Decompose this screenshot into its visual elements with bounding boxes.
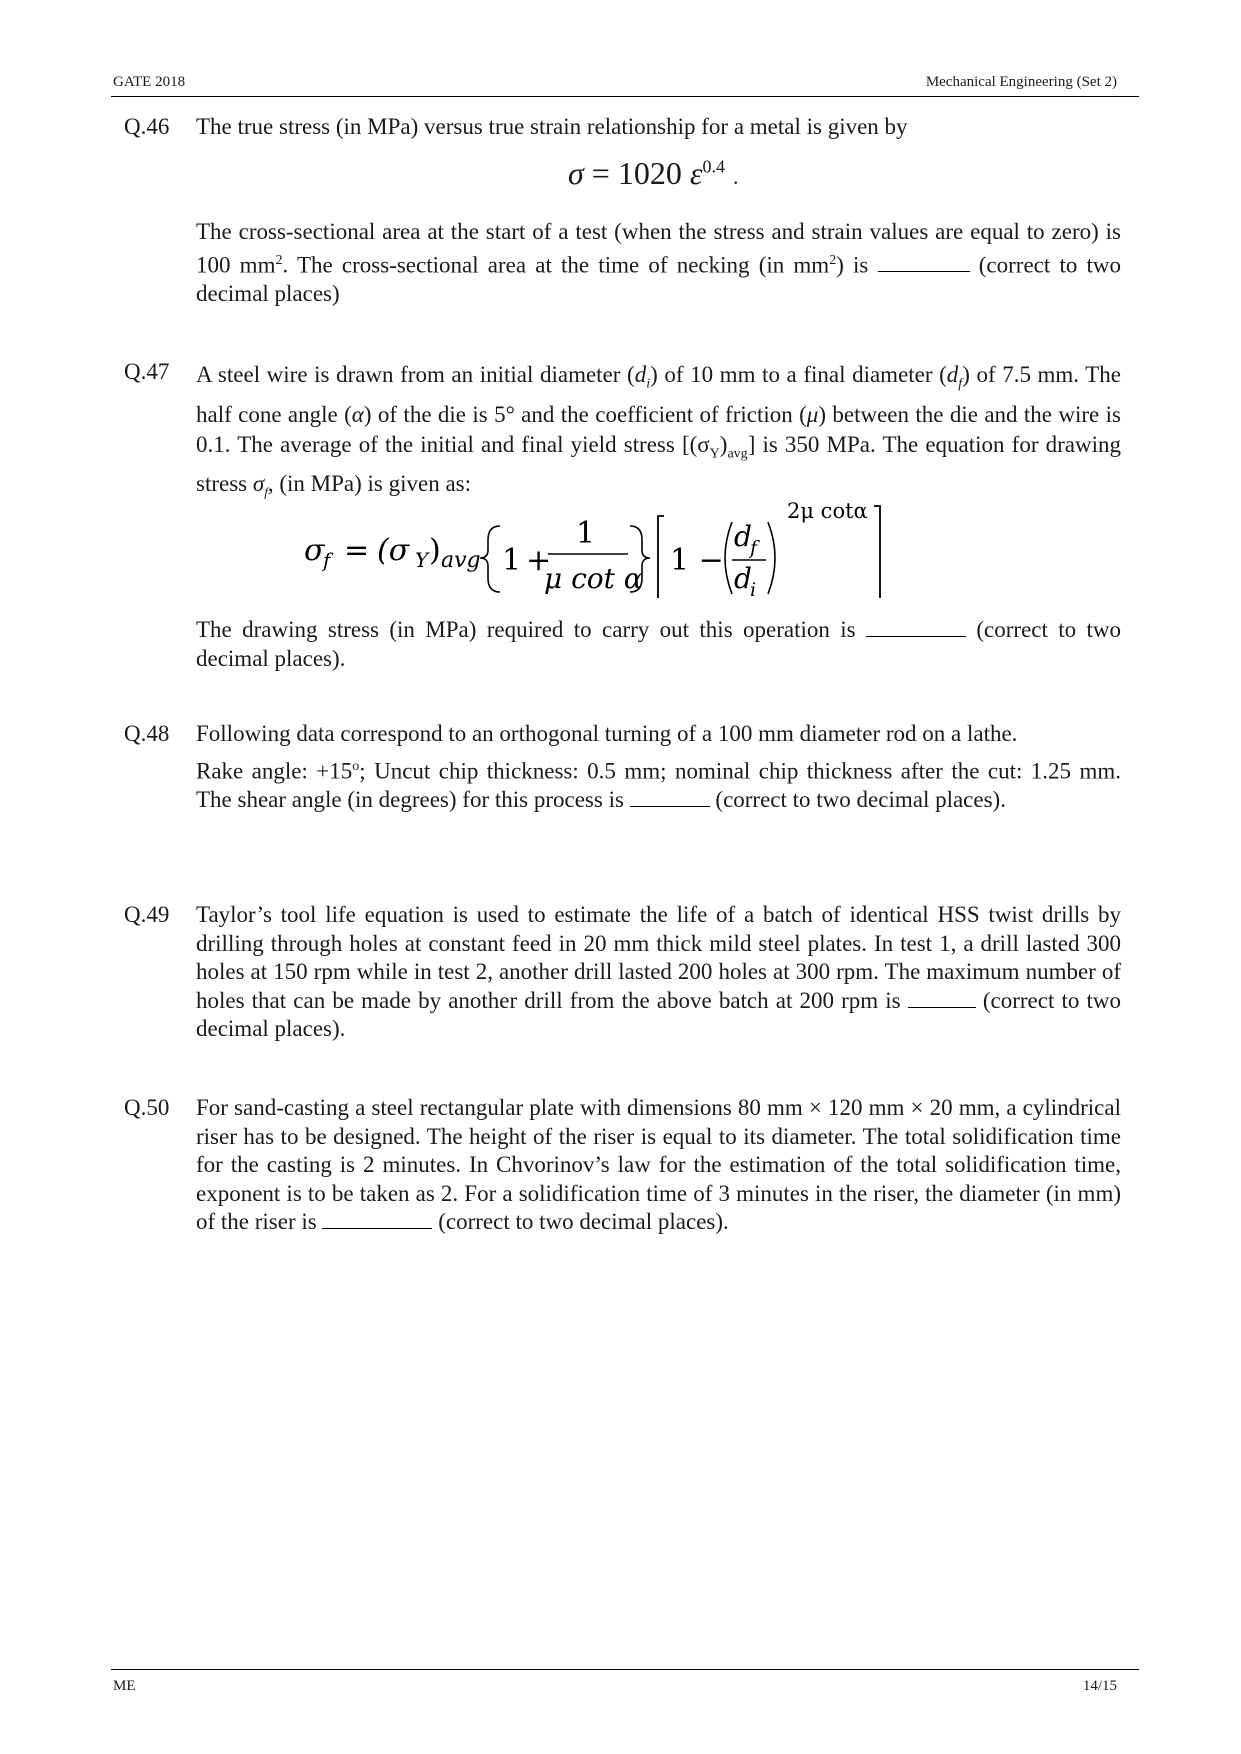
formula-equals: =: [344, 533, 370, 568]
text-correct: (correct to two decimal places).: [715, 786, 1006, 812]
formula-sigma-y-sub: Y: [415, 548, 429, 572]
left-paren: [725, 522, 732, 594]
var-d: d: [946, 362, 959, 387]
text-correct: (correct to two decimal places).: [196, 617, 1122, 671]
text-1: The cross-sectional area at the start of a test (when the stress and strain values are equal to zero) is 100 mm: [196, 219, 1121, 278]
text-5: ) between the die and the wire is 0.1. The average of the initial and final yield stress [(σ: [196, 401, 1121, 457]
question-number: Q.49: [124, 902, 170, 927]
text-5b: ): [719, 431, 728, 457]
var-d: d: [634, 362, 647, 387]
text-correct: (correct to two decimal places).: [438, 1209, 729, 1234]
text-3: ) is: [836, 252, 869, 278]
eq-epsilon: ε: [689, 155, 703, 191]
formula-avg: avg: [441, 548, 481, 573]
var-sigma-f: σ: [252, 471, 265, 497]
formula-di-sub: i: [750, 579, 757, 598]
var-mu: μ: [806, 401, 819, 427]
formula-one-minus: 1 −: [670, 543, 724, 578]
text-6: ] is 350 MPa. The equation for drawing stress: [196, 431, 1121, 497]
sub-i: i: [646, 376, 651, 392]
answer-blank[interactable]: [878, 251, 970, 272]
sub-y: Y: [709, 446, 720, 462]
question-number: Q.47: [124, 359, 170, 384]
question-text: [196, 113, 1121, 142]
text-4: ) of the die is 5° and the coefficient of friction (: [363, 401, 807, 427]
paper-code: ME: [113, 1678, 136, 1694]
text-line-1: Following data correspond to an orthogonal turning of a 100 mm diameter rod on a lathe.: [196, 721, 1018, 746]
stress-strain-equation: [568, 155, 738, 192]
drawing-stress-formula: [304, 488, 1024, 598]
question-text: [196, 720, 1121, 814]
formula-plus: +: [526, 543, 552, 578]
formula-lhs: σ: [304, 533, 325, 568]
question-text: [196, 901, 1121, 1044]
text-correct: (correct to two decimal places).: [196, 987, 1122, 1041]
text-drawing: The drawing stress (in MPa) required to carry out this operation is: [196, 617, 856, 642]
eq-equals: =: [591, 155, 610, 191]
text-body: For sand-casting a steel rectangular plate with dimensions 80 mm × 120 mm × 20 mm, a cylindrical riser has to be designed. The height of the riser is equal to its diameter. The total solidification time for the casting is 2 minutes. In Chvorinov’s law for the estimation of the total solidification time, exponent is to be taken as 2. For a solidification time of 3 minutes in the riser, the diameter (in mm) of the riser is: [196, 1095, 1121, 1234]
degree-sup: o: [352, 758, 360, 774]
formula-df: d: [734, 520, 752, 553]
formula-paren-close: ): [429, 533, 441, 568]
formula-di: d: [734, 562, 752, 595]
text-7: , (in MPa) is given as:: [267, 471, 471, 497]
eq-period: .: [732, 164, 739, 189]
formula-lhs-sub: f: [323, 548, 331, 572]
answer-blank[interactable]: [866, 616, 966, 637]
text-1: A steel wire is drawn from an initial diameter (: [196, 362, 635, 387]
question-paragraph: [196, 616, 1121, 673]
sub-f: f: [958, 376, 963, 392]
question-number: Q.50: [124, 1095, 170, 1120]
formula-one: 1: [502, 543, 522, 578]
question-text: [196, 1094, 1121, 1237]
sub-avg: avg: [727, 446, 748, 462]
formula-sigma-y: (σ: [377, 533, 410, 568]
header-divider: [111, 96, 1139, 97]
text-2: ) of 10 mm to a final diameter (: [650, 362, 947, 387]
superscript: 2: [829, 252, 837, 268]
eq-exponent: 0.4: [702, 156, 725, 177]
question-text: [196, 360, 1121, 508]
text-rake: Rake angle: +15: [196, 758, 353, 784]
text-3: ) of 7.5 mm. The half cone angle (: [196, 362, 1121, 427]
formula-numerator: 1: [576, 516, 596, 551]
superscript: 2: [275, 252, 283, 268]
eq-sigma: σ: [568, 155, 584, 191]
var-alpha: α: [351, 401, 364, 427]
right-paren: [768, 522, 775, 594]
text-body: Taylor’s tool life equation is used to estimate the life of a batch of identical HSS twist drills by drilling through holes at constant feed in 20 mm thick mild steel plates. In test 1, a drill lasted 300 holes at 150 rpm while in test 2, another drill lasted 200 holes at 300 rpm. The maximum number of holes that can be made by another drill from the above batch at 200 rpm is: [196, 902, 1121, 1013]
exam-title: GATE 2018: [113, 74, 186, 90]
eq-coefficient: 1020: [617, 155, 682, 191]
left-brace: [480, 526, 500, 592]
answer-blank[interactable]: [322, 1208, 432, 1229]
right-bracket: [874, 506, 880, 598]
formula-denominator: μ cot α: [544, 562, 643, 595]
text-2: . The cross-sectional area at the time of necking (in mm: [282, 252, 830, 278]
question-number: Q.46: [124, 114, 170, 139]
sub-f: f: [264, 484, 268, 500]
paper-subject: Mechanical Engineering (Set 2): [925, 74, 1117, 90]
footer-divider: [111, 1669, 1139, 1670]
text-data: ; Uncut chip thickness: 0.5 mm; nominal chip thickness after the cut: 1.25 mm. The shear angle (in degrees) for this process is: [196, 758, 1121, 812]
left-bracket: [658, 516, 664, 598]
formula-exponent: 2μ cotα: [787, 499, 868, 523]
text-4: (correct to two decimal places): [196, 252, 1122, 306]
answer-blank[interactable]: [630, 786, 710, 807]
formula-df-sub: f: [750, 537, 758, 559]
question-number: Q.48: [124, 721, 170, 746]
question-intro: The true stress (in MPa) versus true strain relationship for a metal is given by: [196, 114, 908, 139]
answer-blank[interactable]: [908, 987, 976, 1008]
question-paragraph: [196, 218, 1121, 308]
page-number: 14/15: [1082, 1678, 1117, 1694]
